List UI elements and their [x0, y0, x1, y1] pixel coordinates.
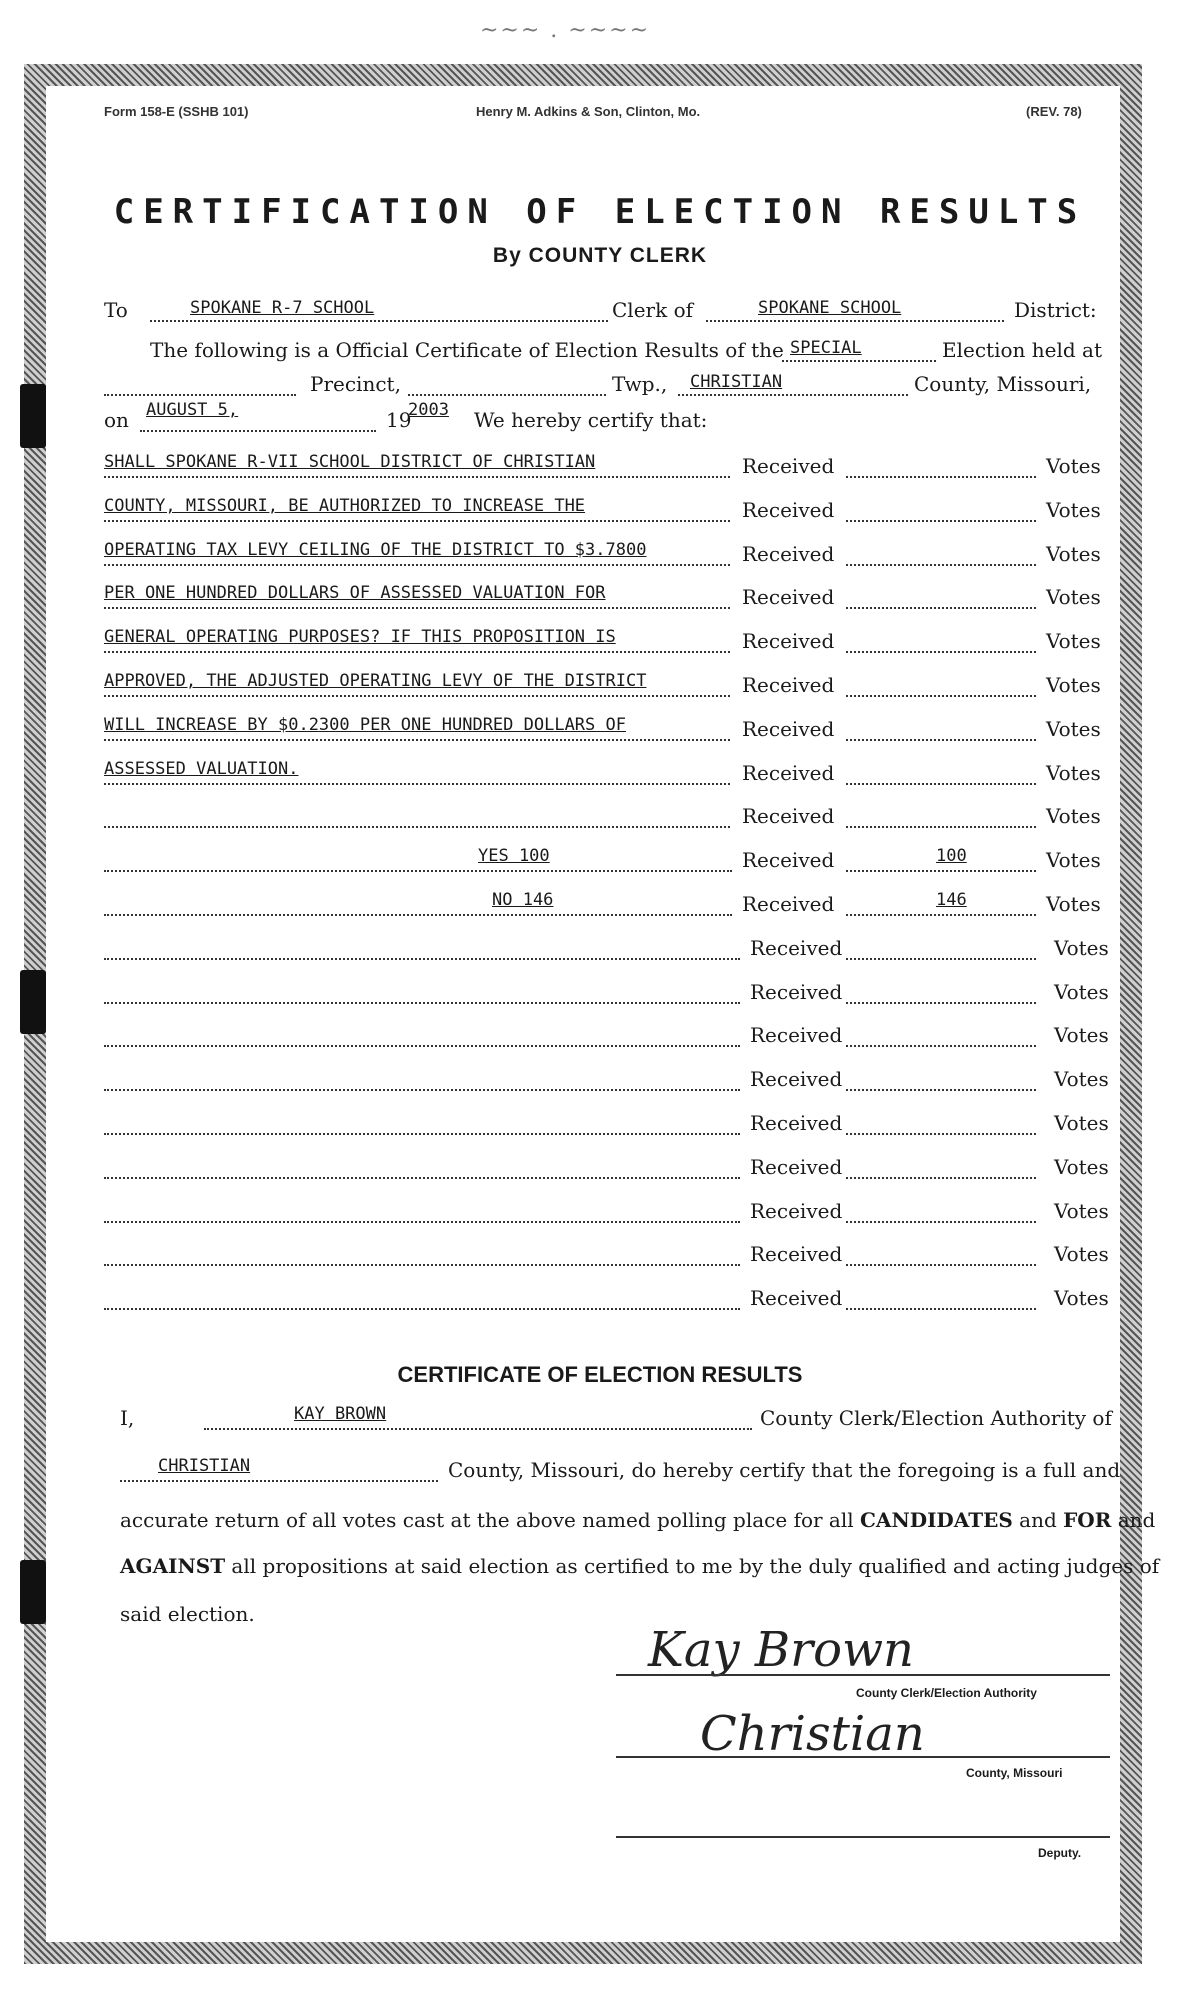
election-type-field[interactable]: SPECIAL [790, 338, 862, 358]
date-field-line [140, 428, 376, 432]
row-text-line [104, 518, 730, 522]
count-field-line[interactable] [846, 649, 1036, 653]
clerk-of-label: Clerk of [612, 298, 694, 322]
row-proposition-text[interactable]: APPROVED, THE ADJUSTED OPERATING LEVY OF THE DISTRICT [104, 671, 647, 691]
row-text-line [104, 1043, 740, 1047]
row-text-line [104, 474, 730, 478]
row-text-line [104, 1262, 740, 1266]
row-text-line [104, 737, 730, 741]
clerk-name-field[interactable]: KAY BROWN [294, 1404, 387, 1424]
authority-of-label: County Clerk/Election Authority of [760, 1406, 1112, 1430]
votes-label: Votes [1046, 804, 1101, 828]
row-text-line [104, 1131, 740, 1135]
count-field-line[interactable] [846, 1043, 1036, 1047]
to-label: To [104, 298, 128, 322]
count-field-line[interactable] [846, 1000, 1036, 1004]
cert-line3-a: accurate return of all votes cast at the above named polling place for all [120, 1508, 861, 1532]
count-field-line[interactable] [846, 737, 1036, 741]
row-proposition-text[interactable]: ASSESSED VALUATION. [104, 759, 299, 779]
binder-tab [20, 1560, 46, 1624]
count-field-line[interactable] [846, 518, 1036, 522]
to-field[interactable]: SPOKANE R-7 SCHOOL [190, 298, 375, 318]
received-label: Received [742, 892, 835, 916]
row-text-line [104, 605, 730, 609]
votes-label: Votes [1054, 980, 1109, 1004]
cert-county-field[interactable]: CHRISTIAN [158, 1456, 251, 1476]
county-field-line [678, 392, 908, 396]
votes-label: Votes [1054, 1242, 1109, 1266]
to-line [104, 298, 128, 322]
count-field-line[interactable] [846, 824, 1036, 828]
count-field-line[interactable] [846, 956, 1036, 960]
received-label: Received [750, 1286, 843, 1310]
cert-line5: said election. [120, 1602, 255, 1626]
votes-label: Votes [1046, 585, 1101, 609]
row-text-line [104, 1087, 740, 1091]
received-label: Received [742, 585, 835, 609]
row-text-line [104, 912, 732, 916]
received-label: Received [742, 629, 835, 653]
received-label: Received [742, 498, 835, 522]
row-proposition-text[interactable]: NO 146 [492, 890, 554, 910]
received-label: Received [742, 717, 835, 741]
form-number: Form 158-E (SSHB 101) [104, 104, 249, 119]
binder-tab [20, 384, 46, 448]
precinct-field-line[interactable] [104, 392, 296, 396]
signature-line-1[interactable] [616, 1672, 1110, 1676]
count-field-line[interactable] [846, 868, 1036, 872]
cert-line4-b: all propositions at said election as certified to me by the duly qualified and acting judges of [225, 1554, 1160, 1578]
received-label: Received [742, 542, 835, 566]
count-field-line[interactable] [846, 605, 1036, 609]
row-proposition-text[interactable]: PER ONE HUNDRED DOLLARS OF ASSESSED VALUATION FOR [104, 583, 606, 603]
row-proposition-text[interactable]: GENERAL OPERATING PURPOSES? IF THIS PROPOSITION IS [104, 627, 616, 647]
row-text-line [104, 868, 732, 872]
intro-text: The following is a Official Certificate of Election Results of the [150, 338, 784, 362]
count-field-line[interactable] [846, 1175, 1036, 1179]
district-label: District: [1014, 298, 1097, 322]
count-field-line[interactable] [846, 1131, 1036, 1135]
county-signature: Christian [700, 1706, 925, 1762]
received-label: Received [750, 980, 843, 1004]
row-proposition-text[interactable]: SHALL SPOKANE R-VII SCHOOL DISTRICT OF CHRISTIAN [104, 452, 596, 472]
cert-line2: County, Missouri, do hereby certify that the foregoing is a full and [448, 1458, 1121, 1482]
twp-label: Twp., [612, 372, 668, 396]
received-label: Received [750, 1067, 843, 1091]
votes-label: Votes [1046, 498, 1101, 522]
signature-line-2[interactable] [616, 1754, 1110, 1758]
year-prefix: 19 [386, 408, 412, 432]
signature-1-label: County Clerk/Election Authority [856, 1686, 1037, 1700]
received-label: Received [742, 761, 835, 785]
votes-label: Votes [1054, 1286, 1109, 1310]
clerk-field[interactable]: SPOKANE SCHOOL [758, 298, 902, 318]
row-text-line [104, 956, 740, 960]
to-field-line [150, 318, 608, 322]
votes-label: Votes [1046, 717, 1101, 741]
date-field[interactable]: AUGUST 5, [146, 400, 239, 420]
votes-label: Votes [1054, 1023, 1109, 1047]
clerk-field-line [706, 318, 1004, 322]
election-held-label: Election held at [942, 338, 1102, 362]
row-proposition-text[interactable]: YES 100 [478, 846, 550, 866]
cert-line3-e: and [1111, 1508, 1156, 1532]
row-proposition-text[interactable]: COUNTY, MISSOURI, BE AUTHORIZED TO INCREASE THE [104, 496, 586, 516]
scan-artifact: ~~~ . ~~~~ [480, 18, 651, 43]
count-field-line[interactable] [846, 781, 1036, 785]
row-proposition-text[interactable]: OPERATING TAX LEVY CEILING OF THE DISTRICT TO $3.7800 [104, 540, 647, 560]
cert-line3-c: and [1012, 1508, 1064, 1532]
row-text-line [104, 1306, 740, 1310]
page-subtitle: By COUNTY CLERK [492, 244, 708, 267]
row-text-line [104, 1219, 740, 1223]
certify-text: We hereby certify that: [474, 408, 708, 432]
count-field-line[interactable] [846, 1087, 1036, 1091]
election-type-line [782, 358, 936, 362]
cert-line4-against: AGAINST [120, 1554, 226, 1578]
signature-2-label: County, Missouri [966, 1766, 1063, 1780]
count-field-line[interactable] [846, 1306, 1036, 1310]
signature-line-3[interactable] [616, 1834, 1110, 1838]
page-title: CERTIFICATION OF ELECTION RESULTS [113, 192, 1087, 232]
received-label: Received [742, 673, 835, 697]
vote-count: 100 [936, 846, 967, 866]
received-label: Received [742, 848, 835, 872]
signature-3-label: Deputy. [1038, 1846, 1082, 1860]
precinct-label: Precinct, [310, 372, 401, 396]
votes-label: Votes [1046, 454, 1101, 478]
votes-label: Votes [1054, 1199, 1109, 1223]
row-text-line [104, 1000, 740, 1004]
row-text-line [104, 649, 730, 653]
received-label: Received [750, 1199, 843, 1223]
votes-label: Votes [1054, 1111, 1109, 1135]
votes-label: Votes [1054, 1155, 1109, 1179]
votes-label: Votes [1046, 542, 1101, 566]
count-field-line[interactable] [846, 562, 1036, 566]
row-text-line [104, 562, 730, 566]
votes-label: Votes [1054, 936, 1109, 960]
cert-line3 [120, 1508, 1155, 1532]
received-label: Received [742, 804, 835, 828]
i-label: I, [120, 1406, 135, 1430]
row-text-line [104, 1175, 740, 1179]
row-text-line [104, 824, 730, 828]
cert-line3-for: FOR [1063, 1508, 1112, 1532]
votes-label: Votes [1054, 1067, 1109, 1091]
clerk-signature: Kay Brown [648, 1622, 914, 1678]
clerk-name-line [204, 1426, 752, 1430]
received-label: Received [750, 1155, 843, 1179]
votes-label: Votes [1046, 761, 1101, 785]
votes-label: Votes [1046, 848, 1101, 872]
received-label: Received [750, 1242, 843, 1266]
revision-label: (REV. 78) [1026, 104, 1082, 119]
printer-name: Henry M. Adkins & Son, Clinton, Mo. [476, 104, 701, 119]
row-text-line [104, 693, 730, 697]
cert-line4 [120, 1554, 1159, 1578]
cert-line3-candidates: CANDIDATES [860, 1508, 1013, 1532]
votes-label: Votes [1046, 629, 1101, 653]
count-field-line[interactable] [846, 693, 1036, 697]
on-label: on [104, 408, 129, 432]
received-label: Received [742, 454, 835, 478]
county-field[interactable]: CHRISTIAN [690, 372, 783, 392]
votes-label: Votes [1046, 892, 1101, 916]
county-missouri-label: County, Missouri, [914, 372, 1092, 396]
binder-tab [20, 970, 46, 1034]
count-field-line[interactable] [846, 912, 1036, 916]
count-field-line[interactable] [846, 474, 1036, 478]
vote-count: 146 [936, 890, 967, 910]
count-field-line[interactable] [846, 1219, 1036, 1223]
row-proposition-text[interactable]: WILL INCREASE BY $0.2300 PER ONE HUNDRED DOLLARS OF [104, 715, 626, 735]
votes-label: Votes [1046, 673, 1101, 697]
received-label: Received [750, 1023, 843, 1047]
count-field-line[interactable] [846, 1262, 1036, 1266]
certificate-heading: CERTIFICATE OF ELECTION RESULTS [397, 1362, 803, 1387]
twp-field-line[interactable] [408, 392, 606, 396]
received-label: Received [750, 1111, 843, 1135]
year-field[interactable]: 2003 [408, 400, 449, 420]
row-text-line [104, 781, 730, 785]
cert-county-line [120, 1478, 438, 1482]
received-label: Received [750, 936, 843, 960]
